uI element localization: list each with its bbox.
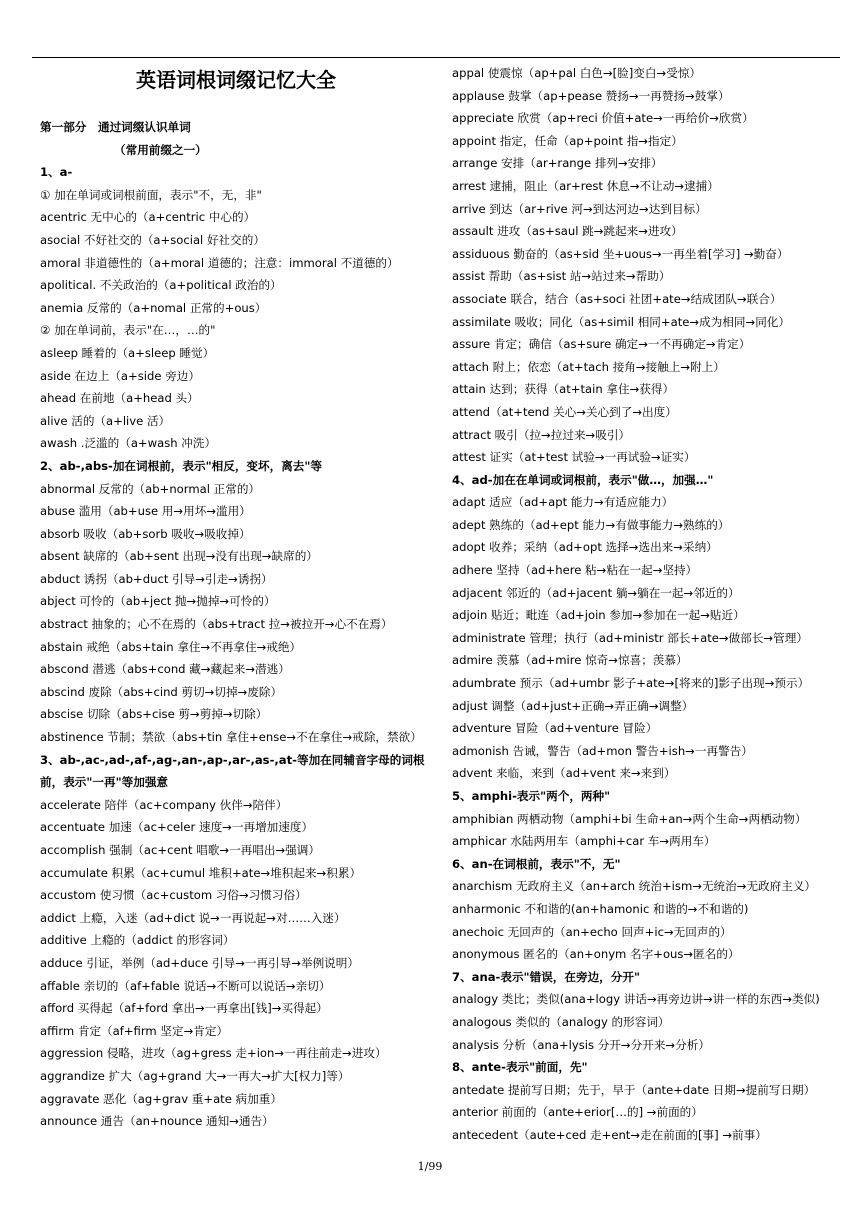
entry-line: abstract 抽象的；心不在焉的（abs+tract 拉→被拉开→心不在焉）: [40, 617, 393, 632]
entry-line: applause 鼓掌（ap+pease 赞扬→一再赞扬→鼓掌）: [452, 88, 730, 103]
entry-line: asleep 睡着的（a+sleep 睡觉）: [40, 345, 215, 360]
entry-line: alive 活的（a+live 活）: [40, 413, 171, 428]
entry-line: accustom 使习惯（ac+custom 习俗→习惯习俗）: [40, 888, 307, 903]
section-heading: 7、ana-表示"错误，在旁边，分开": [452, 969, 640, 984]
entry-line: adhere 坚持（ad+here 粘→粘在一起→坚持）: [452, 563, 698, 578]
entry-line: abscind 废除（abs+cind 剪切→切掉→废除）: [40, 684, 283, 699]
entry-line: accomplish 强制（ac+cent 唱歌→一再唱出→强调）: [40, 843, 320, 857]
entry-line: arrange 安排（ar+range 排列→安排）: [452, 156, 663, 171]
entry-line: abstain 戒绝（abs+tain 拿住→不再拿住→戒绝）: [40, 639, 302, 654]
entry-line: adjoin 贴近；毗连（ad+join 参加→参加在一起→贴近）: [452, 608, 745, 623]
section-heading: 5、amphi-表示"两个，两种": [452, 789, 611, 803]
entry-line: ② 加在单词前，表示"在…，…的": [40, 323, 216, 338]
entry-line: anterior 前面的（ante+erior[…的] →前面的）: [452, 1105, 703, 1120]
entry-line: attach 附上；依恋（at+tach 接角→接触上→附上）: [452, 359, 725, 374]
section-heading: 6、an-在词根前，表示"不，无": [452, 856, 621, 871]
entry-line: anarchism 无政府主义（an+arch 统治+ism→无统治→无政府主义）: [452, 879, 817, 894]
entry-line: arrive 到达（ar+rive 河→到达河边→达到目标）: [452, 201, 707, 216]
entry-line: aggrandize 扩大（ag+grand 大→一再大→扩大[权力]等）: [40, 1068, 350, 1083]
page-title: 英语词根词缀记忆大全: [136, 68, 336, 92]
section-heading: 8、ante-表示"前面，先": [452, 1060, 588, 1075]
entry-line: amphicar 水陆两用车（amphi+car 车→两用车）: [452, 834, 716, 849]
entry-line: analogous 类似的（analogy 的形容词）: [452, 1014, 670, 1029]
page-number: 1/99: [417, 1160, 443, 1173]
entry-line: anemia 反常的（a+nomal 正常的+ous）: [40, 300, 267, 315]
entry-line: amoral 非道德性的（a+moral 道德的；注意：immoral 不道德的）: [40, 255, 399, 270]
entry-line: absent 缺席的（ab+sent 出现→没有出现→缺席的）: [40, 549, 318, 564]
section-heading: 2、ab-,abs-加在词根前，表示"相反，变坏，离去"等: [40, 458, 323, 473]
right-column: [452, 62, 840, 1147]
entry-line: amphibian 两栖动物（amphi+bi 生命+an→两个生命→两栖动物）: [452, 811, 807, 826]
entry-line: abject 可怜的（ab+ject 抛→抛掉→可怜的）: [40, 594, 276, 609]
entry-line: arrest 逮捕，阻止（ar+rest 休息→不让动→逮捕）: [452, 178, 719, 193]
entry-line: aggression 侵略，进攻（ag+gress 走+ion→一再往前走→进攻）: [40, 1046, 387, 1061]
entry-line: adjacent 邻近的（ad+jacent 躺→躺在一起→邻近的）: [452, 585, 740, 600]
entry-line: abstinence 节制；禁欲（abs+tin 拿住+ense→不在拿住→戒除，禁欲）: [40, 730, 422, 745]
left-column: [40, 62, 432, 1133]
entry-line: adduce 引证，举例（ad+duce 引导→一再引导→举例说明）: [40, 955, 359, 970]
entry-line: assault 进攻（as+saul 跳→跳起来→进攻）: [452, 224, 683, 239]
entry-line: analysis 分析（ana+lysis 分开→分开来→分析）: [452, 1037, 710, 1052]
header-rule: [32, 57, 840, 58]
entry-line: assimilate 吸收；同化（as+simil 相同+ate→成为相同→同化）: [452, 314, 790, 329]
section-heading: 4、ad-加在在单词或词根前，表示"做…，加强…": [452, 472, 714, 487]
entry-line: afford 买得起（af+ford 拿出→一再拿出[钱]→买得起）: [40, 1001, 328, 1016]
entry-line: attest 证实（at+test 试验→一再试验→证实）: [452, 450, 696, 465]
entry-line: assist 帮助（as+sist 站→站过来→帮助）: [452, 269, 671, 284]
entry-line: abduct 诱拐（ab+duct 引导→引走→诱拐）: [40, 571, 273, 586]
entry-line: assiduous 勤奋的（as+sid 坐+uous→一再坐着[学习] →勤奋）: [452, 246, 789, 261]
entry-line: asocial 不好社交的（a+social 好社交的）: [40, 232, 265, 247]
entry-line: anharmonic 不和谐的(an+hamonic 和谐的→不和谐的): [452, 901, 749, 916]
entry-line: advent 来临，来到（ad+vent 来→来到）: [452, 766, 676, 781]
entry-line: ahead 在前地（a+head 头）: [40, 391, 199, 406]
entry-line: addict 上瘾，入迷（ad+dict 说→一再说起→对……入迷）: [40, 910, 346, 925]
entry-line: associate 联合，结合（as+soci 社团+ate→结成团队→联合）: [452, 291, 782, 306]
entry-line: attain 达到；获得（at+tain 拿住→获得）: [452, 382, 675, 397]
entry-line: assure 肯定；确信（as+sure 确定→一不再确定→肯定）: [452, 337, 751, 352]
entry-line: announce 通告（an+nounce 通知→通告）: [40, 1114, 274, 1129]
section-heading: 1、a-: [40, 165, 73, 180]
entry-line: additive 上瘾的（addict 的形容词）: [40, 933, 235, 948]
entry-line: adventure 冒险（ad+venture 冒险）: [452, 721, 658, 736]
entry-line: absorb 吸收（ab+sorb 吸收→吸收掉）: [40, 526, 251, 541]
entry-line: anonymous 匿名的（an+onym 名字+ous→匿名的）: [452, 947, 740, 962]
entry-line: abscise 切除（abs+cise 剪→剪掉→切除）: [40, 707, 268, 722]
entry-line: accumulate 积累（ac+cumul 堆积+ate→堆积起来→积累）: [40, 865, 362, 880]
entry-line: appal 使震惊（ap+pal 白色→[脸]变白→受惊）: [452, 66, 701, 80]
entry-line: aggravate 恶化（ag+grav 重+ate 病加重）: [40, 1091, 282, 1106]
entry-line: adept 熟练的（ad+ept 能力→有做事能力→熟练的）: [452, 517, 730, 532]
section-heading: 3、ab-,ac-,ad-,af-,ag-,an-,ap-,ar-,as-,at-等加在同辅音字母的词根前，表示"一再"等加强意: [40, 752, 425, 790]
entry-line: anechoic 无回声的（an+echo 回声+ic→无回声的）: [452, 924, 732, 939]
entry-line: accelerate 陪伴（ac+company 伙伴→陪伴）: [40, 797, 288, 812]
entry-line: affable 亲切的（af+fable 说话→不断可以说话→亲切）: [40, 978, 331, 993]
entry-line: abscond 潜逃（abs+cond 藏→藏起来→潜逃）: [40, 662, 290, 677]
entry-line: attend（at+tend 关心→关心到了→出度）: [452, 404, 677, 419]
entry-line: awash .泛滥的（a+wash 冲洗）: [40, 436, 217, 451]
entry-line: acentric 无中心的（a+centric 中心的）: [40, 210, 256, 225]
entry-line: adjust 调整（ad+just+正确→弄正确→调整）: [452, 698, 694, 713]
entry-line: antedate 提前写日期；先于，早于（ante+date 日期→提前写日期）: [452, 1082, 816, 1097]
entry-line: adapt 适应（ad+apt 能力→有适应能力）: [452, 495, 674, 510]
entry-line: appreciate 欣赏（ap+reci 价值+ate→一再给价→欣赏）: [452, 111, 754, 126]
entry-line: analogy 类比；类似(ana+logy 讲话→再旁边讲→讲一样的东西→类似): [452, 992, 820, 1007]
entry-line: attract 吸引（拉→拉过来→吸引）: [452, 427, 631, 442]
entry-line: aside 在边上（a+side 旁边）: [40, 368, 200, 383]
entry-line: apolitical. 不关政治的（a+political 政治的）: [40, 278, 282, 293]
entry-line: adumbrate 预示（ad+umbr 影子+ate→[将来的]影子出现→预示）: [452, 676, 810, 691]
entry-line: accentuate 加速（ac+celer 速度→一再增加速度）: [40, 820, 314, 835]
entry-line: administrate 管理；执行（ad+ministr 部长+ate→做部长→管理）: [452, 630, 808, 645]
section-heading: （常用前缀之一）: [114, 142, 207, 157]
entry-line: adopt 收养；采纳（ad+opt 选择→选出来→采纳）: [452, 540, 718, 555]
section-heading: 第一部分 通过词缀认识单词: [40, 120, 191, 134]
entry-line: appoint 指定，任命（ap+point 指→指定）: [452, 133, 683, 148]
entry-line: abnormal 反常的（ab+normal 正常的）: [40, 481, 261, 496]
entry-line: affirm 肯定（af+firm 坚定→肯定）: [40, 1023, 229, 1038]
entry-line: abuse 滥用（ab+use 用→用坏→滥用）: [40, 504, 251, 519]
entry-line: admire 羡慕（ad+mire 惊奇→惊喜；羡慕）: [452, 653, 688, 668]
entry-line: admonish 告诫，警告（ad+mon 警告+ish→一再警告）: [452, 743, 753, 758]
entry-line: ① 加在单词或词根前面，表示"不，无，非": [40, 187, 262, 202]
entry-line: antecedent（aute+ced 走+ent→走在前面的[事] →前事）: [452, 1127, 767, 1142]
